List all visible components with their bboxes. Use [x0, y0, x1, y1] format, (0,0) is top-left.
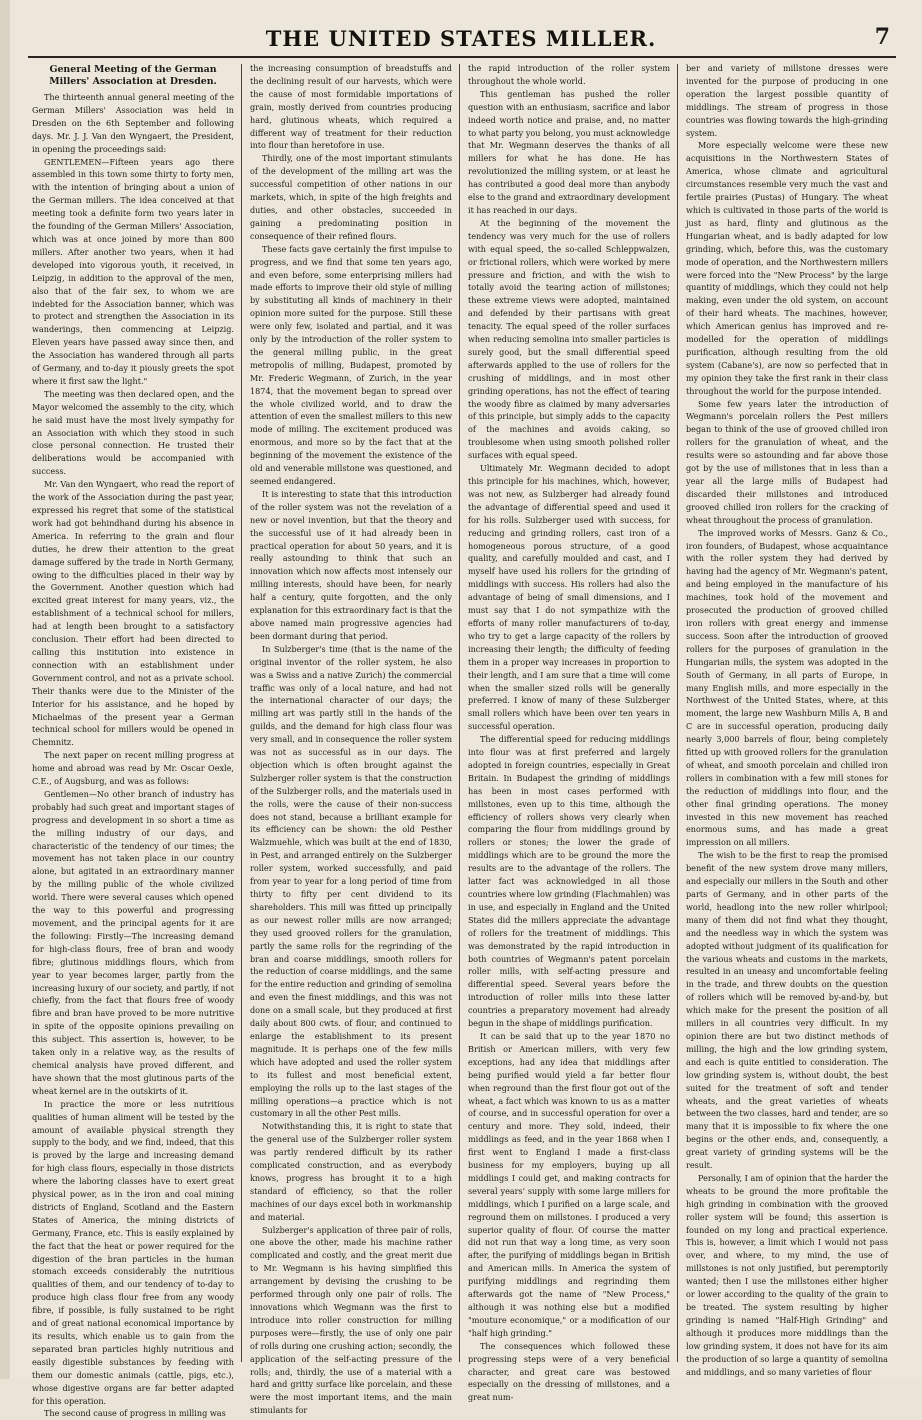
- article-paragraph: Gentlemen—No other branch of industry has probably had such great and important stages of progress and development in so short a time as the milling industry of our days, and characteristic of the tendency of our times; the movement has not taken place in our country alone, but agitated in an extraordinary manner by the milling public of the whole civilized world. There were several causes which opened the way to this powerful and progressing movement, and the principal agents for it are the following: Firstly—The increasing demand for high-class flours, free of bran and woody fibre; glutinous middlings flours, which from year to year becomes larger, partly from the increasing luxury of our society, and partly, if not chiefly, from the fact that flours free of woody fibre and bran have proved to be more nutritive in spite of the opposite opinions prevailing on this subject. This assertion is, however, to be taken only in a relative way, as the results of chemical analysis have proved different, and have shown that the most glutinous parts of the wheat kernel are in the outskirts of it.: [32, 788, 234, 1096]
- article-headline: General Meeting of the German Millers' Association at Dresden.: [49, 64, 217, 87]
- column-divider: [238, 62, 246, 1362]
- article-paragraph: This gentleman has pushed the roller question with an enthusiasm, sacrifice and labor indeed worth notice and praise, and, no matter to what party you belong, you must acknowledge that Mr. Wegmann deserves the thanks of all millers for what he has done. He has revolutionized the milling system, or at least he has contributed a good deal more than anybody else to the grand and extraordinary development it has reached in our days.: [468, 88, 670, 215]
- article-paragraph: In practice the more or less nutritious qualities of human aliment will be tested by the amount of available physical strength they supply to the body, and we find, indeed, that this is proved by the large and increasing demand for high class flours, especially in those districts where the laboring classes have to exert great physical power, as in the iron and coal mining districts of England, Scotland and the Eastern States of America, the mining districts of Germany, France, etc. This is easily explained by the fact that the heat or power required for the digestion of the bran particles in the human stomach exceeds considerably the nutritious qualities of them, and our tendency of to-day to produce high class flour free from any woody fibre, if possible, is fully sustained to be right and of great national economical importance by its results, which enable us to gain from the separated bran particles highly nutritious and easily digestible substances by feeding with them our domestic animals (cattle, pigs, etc.), whose digestive organs are far better adapted for this operation.: [32, 1098, 234, 1406]
- article-paragraph: Ultimately Mr. Wegmann decided to adopt this principle for his machines, which, however, was not new, as Sulzberger had already found the advantage of differential speed and used it for his rolls. Sulzberger used with success, for reducing and grinding rollers, cast iron of a homogeneous porous structure, of a good quality, and carefully moulded and cast, and I myself have used his rollers for the grinding of middlings with success. His rollers had also the advantage of being of small dimensions, and I must say that I do not sympathize with the efforts of many roller manufacturers of to-day, who try to get a large capacity of the rollers by increasing their length; the difficulty of feeding them in a proper way increases in proportion to their length, and I am sure that a time will come when the smaller sized rolls will be generally preferred. I know of many of these Sulzberger small rollers which have been over ten years in successful operation.: [468, 463, 670, 732]
- article-paragraph: Thirdly, one of the most important stimulants of the development of the milling art was the successful competition of other nations in our markets, which, in spite of the high freights and duties, and other obstacles, succeeded in gaining a predominating position in consequence of their refined flours.: [250, 153, 452, 241]
- article-paragraph: The wish to be the first to reap the promised benefit of the new system drove many millers, and especially our millers in the South and other parts of Germany, and in other parts of the world, headlong into the new roller whirlpool; many of them did not find what they thought, and the needless way in which the system was adopted without judgment of its qualification for the various wheats and customs in the markets, resulted in an uneasy and uncomfortable feeling in the trade, and threw doubts on the question of rollers which will be removed by-and-by, but which make for the present the position of all millers in all countries very difficult. In my opinion there are but two distinct methods of milling, the high and the low grinding system, and each is quite entitled to consideration. The low grinding system is, without doubt, the best suited for the treatment of soft and tender wheats, and the great varieties of wheats between the two classes, hard and tender, are so many that it is impossible to fix where the one begins or the other ends, and, consequently, a great variety of grinding systems will be the result.: [686, 850, 888, 1171]
- article-paragraph: the rapid introduction of the roller system throughout the whole world.: [468, 63, 670, 86]
- article-paragraph: The thirteenth annual general meeting of the German Millers' Association was held in Dresden on the 6th September and following days. Mr. J. J. Van den Wyngaert, the President, in opening the proceedings said:: [32, 92, 234, 154]
- article-paragraph: Personally, I am of opinion that the harder the wheats to be ground the more profitable the high grinding in combination with the grooved roller system will be found; this assertion is founded on my long and practical experience. This is, however, a limit which I would not pass over, and where, to my mind, the use of millstones is not only justified, but peremptorily wanted; then I use the millstones either higher or lower according to the quality of the grain to be treated. The system resulting by higher grinding is named "Half-High Grinding" and although it produces more middlings than the low grinding system, it does not have for its aim the production of so large a quantity of semolina and middlings, and so many varieties of flour: [686, 1172, 888, 1377]
- article-paragraph: At the beginning of the movement the tendency was very much for the use of rollers with equal speed, the so-called Schleppwalzen, or frictional rollers, which were worked by mere pressure and friction, and with the wish to totally avoid the tearing action of millstones; these extreme views were adopted, maintained and defended by their partisans with great tenacity. The equal speed of the roller surfaces when reducing semolina into smaller particles is surely good, but the small differential speed afterwards applied to the use of rollers for the crushing of middlings, and in most other grinding operations, has not the effect of tearing the woody fibre as claimed by many adversaries of this principle, but simply adds to the capacity of the machines and avoids caking, so troublesome when using smooth polished roller surfaces with equal speed.: [468, 217, 670, 461]
- page-binding-edge: [0, 0, 10, 1379]
- article-paragraph: The next paper on recent milling progress at home and abroad was read by Mr. Oscar Oexle, C.E., of Augsburg, and was as follows:: [32, 750, 234, 787]
- text-column-1: [28, 62, 238, 1419]
- article-columns: [28, 62, 894, 1419]
- column-divider: [456, 62, 464, 1362]
- article-paragraph: It is interesting to state that this introduction of the roller system was not the revelation of a new or novel invention, but that the theory and the successful use of it had already been in practical operation for about 50 years, and it is really astounding to think that such an innovation which now affects most intensely our milling interests, should have been, for nearly half a century, quite forgotten, and the only explanation for this extraordinary fact is that the above named main progressive agencies had been dormant during that period.: [250, 488, 452, 641]
- article-paragraph: The meeting was then declared open, and the Mayor welcomed the assembly to the city, which he said must have the most lively sympathy for an Association with which they stood in such close personal connection. He trusted their deliberations would be accompanied with success.: [32, 388, 234, 477]
- article-paragraph: Some few years later the introduction of Wegmann's porcelain rollers the Pest millers began to think of the use of grooved chilled iron rollers for the granulation of wheat, and the results were so astounding and far above those got by the use of millstones that in less than a year all the large mills of Budapest had discarded their millstones and introduced grooved chilled iron rollers for the cracking of wheat throughout the process of granulation.: [686, 398, 888, 525]
- article-paragraph: The second cause of progress in milling was: [44, 1408, 226, 1419]
- article-paragraph: The improved works of Messrs. Ganz & Co., iron founders, of Budapest, whose acquaintance with the roller system they had derived by having had the agency of Mr. Wegmann's patent, and being employed in the manufacture of his machines, took hold of the movement and prosecuted the production of grooved chilled iron rollers with great energy and immense success. Soon after the introduction of grooved rollers for the purposes of granulation in the Hungarian mills, the system was adopted in the South of Germany, in all parts of Europe, in many English mills, and more especially in the Northwest of the United States, where, at this moment, the large new Washburn Mills A, B and C are in successful operation, producing daily nearly 3,000 barrels of flour, being completely fitted up with grooved rollers for the granulation of wheat, and smooth porcelain and chilled iron rollers in combination with a few mill stones for the reduction of middlings into flour, and the other final grinding operations. The money invested in this new movement has reached enormous sums, and has made a great impression on all millers.: [686, 527, 888, 848]
- text-column-2: [246, 62, 456, 1416]
- article-paragraph: These facts gave certainly the first impulse to progress, and we find that some ten years ago, and even before, some enterprising millers had made efforts to improve their old style of milling by substituting all kinds of machinery in their opinion more suited for the purpose. Still these were only few, isolated and partial, and it was only by the introduction of the roller system to the general milling public, in the great metropolis of milling, Budapest, promoted by Mr. Frederic Wegmann, of Zurich, in the year 1874, that the movement began to spread over the whole civilized world, and to draw the attention of even the smallest millers to this new mode of milling. The excitement produced was enormous, and more so by the fact that at the beginning of the movement the existence of the old and venerable millstone was questioned, and seemed endangered.: [250, 243, 452, 486]
- article-paragraph: Mr. Van den Wyngaert, who read the report of the work of the Association during the past year, expressed his regret that some of the statistical work had got behindhand during his absence in America. In referring to the grain and flour duties, he drew their attention to the great damage suffered by the trade in North Germany, owing to the difficulties placed in their way by the Government. Another question which had excited great interest for many years, viz., the establishment of a technical school for millers, had at length been brought to a satisfactory conclusion. Their effort had been directed to calling this institution into existence in connection with an establishment under Government control, and not as a private school. Their thanks were due to the Minister of the Interior for his assistance, and he hoped by Michaelmas of the present year a German technical school for millers would be opened in Chemnitz.: [32, 479, 234, 748]
- article-paragraph: Sulzberger's application of three pair of rolls, one above the other, made his machine rather complicated and costly, and the great merit due to Mr. Wegmann is his having simplified this arrangement by devising the crushing to be performed through only one pair of rolls. The innovations which Wegmann was the first to introduce into roller construction for milling purposes were—firstly, the use of only one pair of rolls during one crushing action; secondly, the application of the self-acting pressure of the rolls; and, thirdly, the use of a material with a hard and gritty surface like porcelain, and these were the most important items, and the main stimulants for: [250, 1224, 452, 1416]
- article-paragraph: GENTLEMEN—Fifteen years ago there assembled in this town some thirty to forty men, with the intention of bringing about a union of the German millers. The idea conceived at that meeting took a definite form two years later in the founding of the German Millers' Association, which was at once joined by more than 800 millers. After another two years, when it had developed into vigorous youth, it received, in Leipzig, in addition to the approval of the men, also that of the fair sex, to whom we are indebted for the Association banner, which was to protect and strengthen the Association in its wanderings, then commencing at Leipzig. Eleven years have passed away since then, and the Association has wandered through all parts of Germany, and to-day it piously greets the spot where it first saw the light.": [32, 156, 234, 386]
- article-paragraph: More especially welcome were these new acquisitions in the Northwestern States of America, whose climate and agricultural circumstances resemble very much the vast and fertile prairies (Pustas) of Hungary. The wheat which is cultivated in those parts of the world is just as hard, flinty and glutinous as the Hungarian wheat, and is badly adapted for low grinding, which, before this, was the customary mode of operation, and the Northwestern millers were forced into the "New Process" by the large quantity of middlings, which they could not help making, even under the old system, on account of their hard wheats. The machines, however, which American genius has improved and re-modelled for the operation of middlings purification, although resulting from the old system (Cabane's), are now so perfected that in my opinion they take the first rank in their class throughout the world for the purpose intended.: [686, 140, 888, 396]
- article-paragraph: Notwithstanding this, it is right to state that the general use of the Sulzberger roller system was partly rendered difficult by its rather complicated construction, and as everybody knows, progress has brought it to a high standard of efficiency, so that the roller machines of our days excel both in workmanship and material.: [250, 1121, 452, 1222]
- column-divider: [674, 62, 682, 1362]
- article-paragraph: The differential speed for reducing middlings into flour was at first preferred and largely adopted in foreign countries, especially in Great Britain. In Budapest the grinding of middlings has been in most cases performed with millstones, even up to this time, although the efficiency of rollers shows very clearly when comparing the flour from middlings ground by rollers or stones; the lower the grade of middlings which are to be ground the more the results are to the advantage of the rollers. The latter fact was acknowledged in all those countries where low grinding (Flachmahlen) was in use, and especially in England and the United States did the millers appreciate the advantage of rollers for the treatment of middlings. This was demonstrated by the rapid introduction in both countries of Wegmann's patent porcelain roller mills, with self-acting pressure and differential speed. Several years before the introduction of roller mills into these latter countries a preparatory movement had already begun in the shape of middlings purification.: [468, 734, 670, 1029]
- text-column-3: [464, 62, 674, 1403]
- article-paragraph: ber and variety of millstone dresses were invented for the purpose of producing in one operation the largest possible quantity of middlings. The stream of progress in those countries was flowing towards the high-grinding system.: [686, 63, 888, 138]
- article-paragraph: It can be said that up to the year 1870 no British or American millers, with very few exceptions, had any idea that middlings after being purified would yield a far better flour when reground than the first flour got out of the wheat, a fact which was known to us as a matter of course, and in successful operation for over a century and more. They sold, indeed, their middlings as feed, and in the year 1868 when I first went to England I made a first-class business for my employers, buying up all middlings I could get, and making contracts for several years' supply with some large millers for middlings, which I purified on a large scale, and reground them on millstones. I produced a very superior quality of flour. Of course the matter did not run that way a long time, as very soon after, the purifying of middlings began in British and American mills. In America the system of purifying middlings and regrinding them afterwards got the name of "New Process," although it was nothing else but a modified "mouture economique," or a modification of our "half high grinding.": [468, 1030, 670, 1338]
- page-number: 7: [874, 24, 890, 50]
- text-column-4: [682, 62, 892, 1377]
- article-paragraph: the increasing consumption of breadstuffs and the declining result of our harvests, which were the cause of most formidable importations of grain, mostly derived from countries producing hard, glutinous wheats, which required a different way of treatment for their reduction into flour than heretofore in use.: [250, 63, 452, 151]
- article-paragraph: In Sulzberger's time (that is the name of the original inventor of the roller system, he also was a Swiss and a native Zurich) the commercial traffic was only of a local nature, and had not the international character of our days; the milling art was partly still in the hands of the guilds, and the demand for high class flour was very small, and in consequence the roller system was not as successful as in our days. The objection which is often brought against the Sulzberger roller system is that the construction of the Sulzberger rolls, and the materials used in the rolls, were the cause of their non-success does not stand, because a brilliant example for its efficiency can be shown: the old Pesther Walzmuehle, which was built at the end of 1830, in Pest, and arranged entirely on the Sulzberger roller system, worked successfully, and paid from year to year for a long period of time from thirty to fifty per cent dividend to its shareholders. This mill was fitted up principally as our newest roller mills are now arranged; they used grooved rollers for the granulation, partly the same rolls for the regrinding of the bran and coarse middlings, smooth rollers for the reduction of coarse middlings, and the same for the entire reduction and grinding of semolina and even the finest middlings, and this was not done on a small scale, but they produced at first daily about 800 cwts. of flour, and continued to enlarge the establishment to its present magnitude. It is perhaps one of the few mills which have adopted and used the roller system to its fullest and most beneficial extent, employing the rolls up to the last stages of the milling operations—a practice which is not customary in all the other Pest mills.: [250, 643, 452, 1119]
- article-paragraph: The consequences which followed these progressing steps were of a very beneficial character, and great care was bestowed especially on the dressing of millstones, and a great num-: [468, 1340, 670, 1403]
- masthead: [24, 22, 898, 58]
- masthead-rule: [28, 56, 896, 58]
- newspaper-title: THE UNITED STATES MILLER.: [265, 26, 657, 51]
